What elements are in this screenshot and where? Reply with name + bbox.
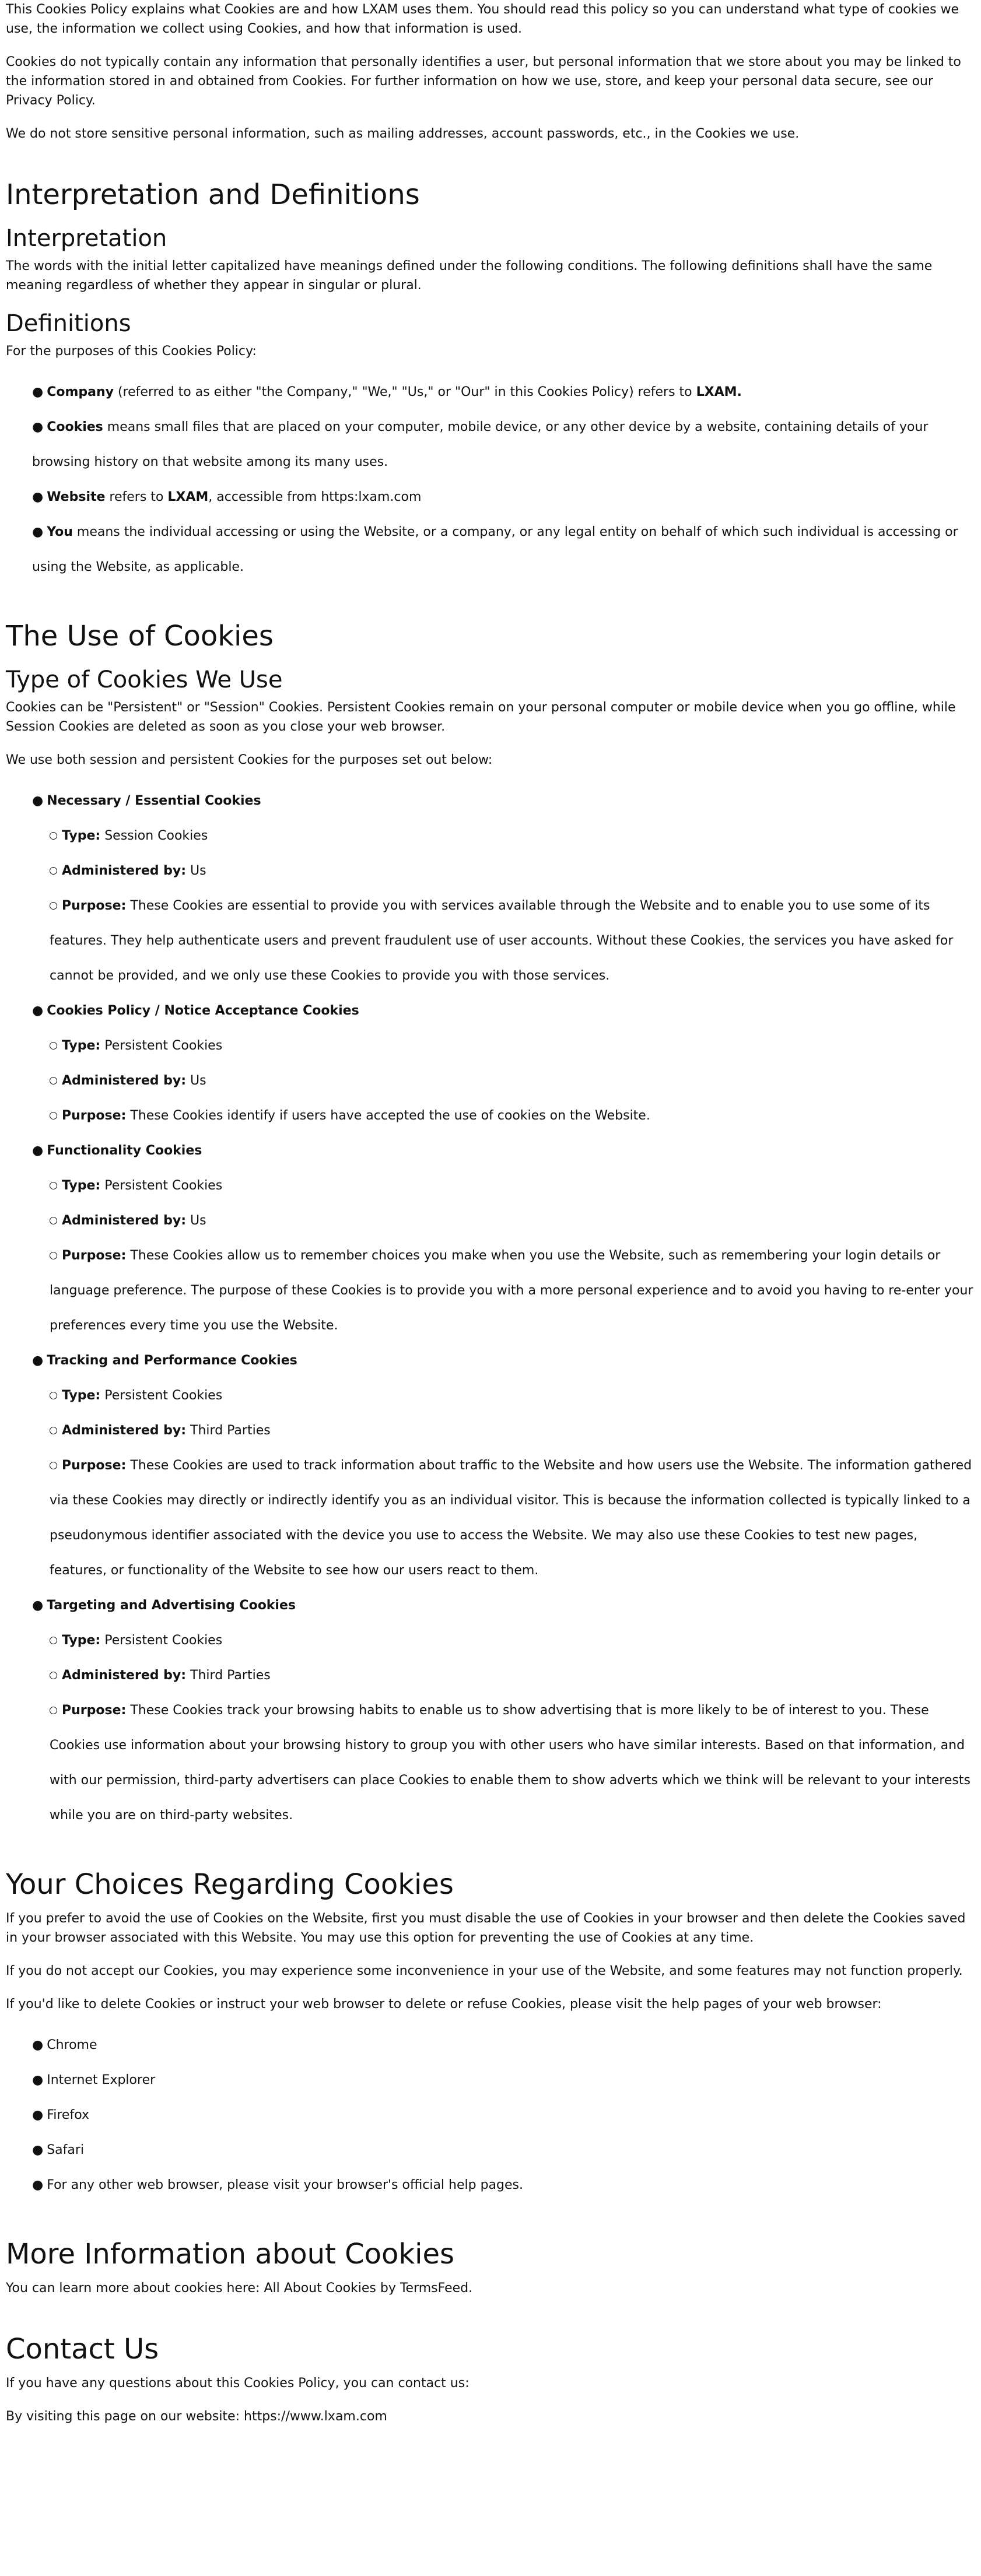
- bullet-icon: ●: [32, 420, 44, 434]
- definition-text: means small files that are placed on your computer, mobile device, or any other device by a website, containing details of your browsing history on that website among its many uses.: [32, 420, 929, 469]
- intro-paragraph-2: Cookies do not typically contain any information that personally identifies a user, but personal information that we store about you may be linked to the information stored in and obtained from Cookies. For further information on how we use, store, and keep your personal data secure, see our Privacy Policy.: [6, 55, 961, 108]
- definitions-list: [6, 375, 975, 585]
- admin-label: Administered by:: [62, 1073, 187, 1088]
- cookie-admin-row: [32, 1658, 975, 1693]
- cookie-type-row: [32, 819, 975, 854]
- type-of-cookies-text: Cookies can be "Persistent" or "Session" Cookies. Persistent Cookies remain on your personal computer or mobile device when you go offline, while Session Cookies are deleted as soon as you close your web browser.: [6, 700, 956, 734]
- contact-heading: Contact Us: [6, 2333, 159, 2366]
- bullet-icon: ●: [32, 1143, 44, 1158]
- contact-paragraph-1: If you have any questions about this Cookies Policy, you can contact us:: [6, 2376, 470, 2391]
- purpose-label: Purpose:: [62, 1108, 127, 1123]
- admin-label: Administered by:: [62, 864, 187, 878]
- circle-bullet-icon: [50, 1077, 57, 1085]
- choices-paragraph-1: If you prefer to avoid the use of Cookies on the Website, first you must disable the use of Cookies in your browser and then delete the Cookies saved in your browser associated with this Website. You may use this option for preventing the use of Cookies at any time.: [6, 1911, 966, 1945]
- purpose-label: Purpose:: [62, 1703, 127, 1718]
- interpretation-definitions-heading: Interpretation and Definitions: [6, 178, 420, 211]
- bullet-icon: ●: [32, 1598, 44, 1613]
- cookie-category-title: Necessary / Essential Cookies: [47, 794, 261, 808]
- purpose-value: These Cookies identify if users have accepted the use of cookies on the Website.: [130, 1108, 650, 1123]
- type-value: Persistent Cookies: [104, 1633, 223, 1648]
- choices-paragraph-3: If you'd like to delete Cookies or instruct your web browser to delete or refuse Cookies, please visit the help pages of your web browser:: [6, 1997, 882, 2012]
- cookie-type-row: [32, 1378, 975, 1413]
- circle-bullet-icon: [50, 1707, 57, 1714]
- more-info-heading: More Information about Cookies: [6, 2238, 455, 2270]
- bullet-icon: ●: [32, 385, 44, 399]
- browser-list: [6, 2028, 975, 2203]
- cookie-purpose-row: [32, 1099, 975, 1133]
- cookie-admin-row: [32, 854, 975, 889]
- browser-item-firefox: [32, 2098, 975, 2133]
- circle-bullet-icon: [50, 1427, 57, 1434]
- bullet-icon: ●: [32, 2178, 44, 2192]
- type-value: Persistent Cookies: [104, 1388, 223, 1403]
- cookie-categories-list: [6, 784, 975, 1833]
- browser-label: Firefox: [47, 2108, 90, 2122]
- purpose-value: These Cookies are essential to provide you with services available through the Website and to enable you to use some of its features. They help authenticate users and prevent fraudulent use of user accounts. Without these Cookies, the services you have asked for cannot be provided, and we only use these Cookies to provide you with those services.: [50, 899, 954, 983]
- purpose-value: These Cookies allow us to remember choices you make when you use the Website, such as remembering your login details or language preference. The purpose of these Cookies is to provide you with a more personal experience and to avoid you having to re-enter your preferences every time you use the Website.: [50, 1248, 973, 1333]
- browser-item-internet-explorer: [32, 2063, 975, 2098]
- cookie-purpose-row: [32, 1693, 975, 1833]
- admin-label: Administered by:: [62, 1213, 187, 1228]
- cookie-category-title: Functionality Cookies: [47, 1143, 202, 1158]
- type-label: Type:: [62, 1388, 101, 1403]
- admin-label: Administered by:: [62, 1668, 187, 1683]
- circle-bullet-icon: [50, 1112, 57, 1119]
- bullet-icon: ●: [32, 525, 44, 539]
- cookie-category: [32, 1343, 975, 1588]
- definition-text-after: , accessible from https:lxam.com: [208, 490, 422, 504]
- circle-bullet-icon: [50, 1042, 57, 1050]
- cookie-category: [32, 1588, 975, 1833]
- bullet-icon: ●: [32, 2108, 44, 2122]
- cookie-type-row: [32, 1168, 975, 1203]
- cookie-admin-row: [32, 1064, 975, 1099]
- definitions-heading: Definitions: [6, 310, 131, 337]
- definition-text: (referred to as either "the Company," "We," "Us," or "Our" in this Cookies Policy) refers to: [113, 385, 696, 399]
- browser-item-other: [32, 2168, 975, 2203]
- definition-strong: LXAM.: [696, 385, 742, 399]
- browser-label: Safari: [47, 2143, 85, 2157]
- browser-item-chrome: [32, 2028, 975, 2063]
- browser-item-safari: [32, 2133, 975, 2168]
- cookie-purpose-row: [32, 889, 975, 994]
- circle-bullet-icon: [50, 1672, 57, 1679]
- intro-paragraph-1: This Cookies Policy explains what Cookies are and how LXAM uses them. You should read this policy so you can understand what type of cookies we use, the information we collect using Cookies, and how that information is used.: [6, 2, 959, 36]
- circle-bullet-icon: [50, 1252, 57, 1259]
- cookie-purpose-row: [32, 1448, 975, 1588]
- definition-item: [32, 410, 975, 480]
- type-label: Type:: [62, 1038, 101, 1053]
- intro-paragraph-3: We do not store sensitive personal information, such as mailing addresses, account passwords, etc., in the Cookies we use.: [6, 127, 800, 141]
- choices-paragraph-2: If you do not accept our Cookies, you may experience some inconvenience in your use of the Website, and some features may not function properly.: [6, 1964, 963, 1978]
- purpose-label: Purpose:: [62, 1248, 127, 1263]
- definition-term: Website: [47, 490, 106, 504]
- bullet-icon: ●: [32, 2073, 44, 2087]
- definition-term: Company: [47, 385, 114, 399]
- definition-text: means the individual accessing or using the Website, or a company, or any legal entity on behalf of which such individual is accessing or using the Website, as applicable.: [32, 525, 958, 574]
- type-of-cookies-heading: Type of Cookies We Use: [6, 666, 283, 693]
- cookie-category-title: Cookies Policy / Notice Acceptance Cookies: [47, 1003, 359, 1018]
- circle-bullet-icon: [50, 902, 57, 910]
- circle-bullet-icon: [50, 867, 57, 875]
- definition-strong: LXAM: [167, 490, 209, 504]
- browser-label: Chrome: [47, 2038, 97, 2052]
- cookie-purpose-row: [32, 1238, 975, 1343]
- cookie-type-row: [32, 1623, 975, 1658]
- browser-label: For any other web browser, please visit your browser's official help pages.: [47, 2178, 523, 2192]
- bullet-icon: ●: [32, 490, 44, 504]
- bullet-icon: ●: [32, 2143, 44, 2157]
- type-value: Persistent Cookies: [104, 1038, 223, 1053]
- circle-bullet-icon: [50, 1392, 57, 1399]
- cookie-category: [32, 994, 975, 1133]
- admin-value: Us: [190, 864, 206, 878]
- type-value: Persistent Cookies: [104, 1178, 223, 1193]
- cookie-category: [32, 1133, 975, 1343]
- definition-item: [32, 375, 975, 410]
- circle-bullet-icon: [50, 1462, 57, 1469]
- definition-item: [32, 515, 975, 585]
- purposes-intro: We use both session and persistent Cookies for the purposes set out below:: [6, 753, 493, 767]
- type-label: Type:: [62, 1633, 101, 1648]
- circle-bullet-icon: [50, 832, 57, 840]
- cookie-type-row: [32, 1029, 975, 1064]
- cookie-category-title: Tracking and Performance Cookies: [47, 1353, 297, 1368]
- admin-label: Administered by:: [62, 1423, 187, 1438]
- circle-bullet-icon: [50, 1217, 57, 1224]
- admin-value: Third Parties: [190, 1668, 271, 1683]
- purpose-value: These Cookies are used to track information about traffic to the Website and how users use the Website. The information gathered via these Cookies may directly or indirectly identify you as an individual visitor. This is because the information collected is typically linked to a pseudonymous identifier associated with the device you use to access the Website. We may also use these Cookies to test new pages, features, or functionality of the Website to see how our users react to them.: [50, 1458, 972, 1578]
- choices-heading: Your Choices Regarding Cookies: [6, 1868, 454, 1901]
- cookie-admin-row: [32, 1203, 975, 1238]
- use-of-cookies-heading: The Use of Cookies: [6, 620, 274, 652]
- cookie-category: [32, 784, 975, 994]
- purpose-label: Purpose:: [62, 1458, 127, 1473]
- bullet-icon: ●: [32, 794, 44, 808]
- type-label: Type:: [62, 829, 101, 843]
- definition-item: [32, 480, 975, 515]
- more-info-text: You can learn more about cookies here: All About Cookies by TermsFeed.: [6, 2281, 473, 2296]
- cookie-admin-row: [32, 1413, 975, 1448]
- circle-bullet-icon: [50, 1182, 57, 1189]
- definitions-intro: For the purposes of this Cookies Policy:: [6, 344, 257, 359]
- cookie-category-title: Targeting and Advertising Cookies: [47, 1598, 296, 1613]
- type-value: Session Cookies: [104, 829, 208, 843]
- circle-bullet-icon: [50, 1637, 57, 1644]
- admin-value: Us: [190, 1073, 206, 1088]
- browser-label: Internet Explorer: [47, 2073, 156, 2087]
- interpretation-heading: Interpretation: [6, 225, 167, 252]
- contact-paragraph-2: By visiting this page on our website: https://www.lxam.com: [6, 2409, 387, 2424]
- definition-term: Cookies: [47, 420, 103, 434]
- definition-term: You: [47, 525, 73, 539]
- purpose-value: These Cookies track your browsing habits to enable us to show advertising that is more likely to be of interest to you. These Cookies use information about your browsing history to group you with other users who have similar interests. Based on that information, and with our permission, third-party advertisers can place Cookies to enable them to show adverts which we think will be relevant to your interests while you are on third-party websites.: [50, 1703, 971, 1823]
- bullet-icon: ●: [32, 1353, 44, 1368]
- purpose-label: Purpose:: [62, 899, 127, 913]
- bullet-icon: ●: [32, 1003, 44, 1018]
- bullet-icon: ●: [32, 2038, 44, 2052]
- admin-value: Us: [190, 1213, 206, 1228]
- type-label: Type:: [62, 1178, 101, 1193]
- admin-value: Third Parties: [190, 1423, 271, 1438]
- definition-text: refers to: [105, 490, 168, 504]
- interpretation-text: The words with the initial letter capitalized have meanings defined under the following conditions. The following definitions shall have the same meaning regardless of whether they appear in singular or plural.: [6, 259, 933, 293]
